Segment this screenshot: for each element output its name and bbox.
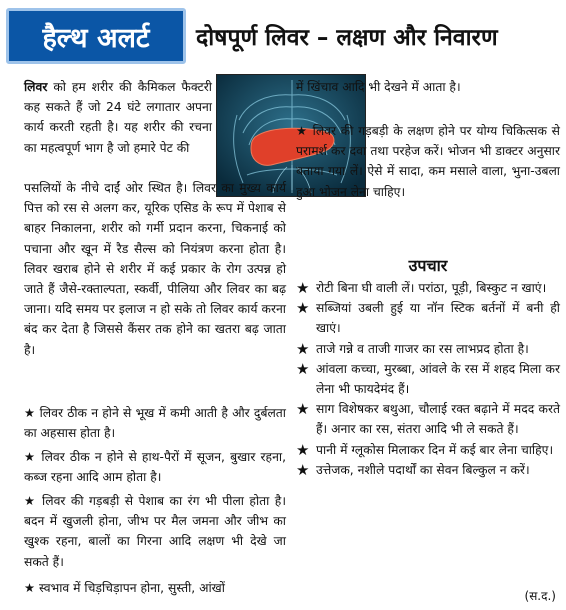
diagnosis-text: लिवर की गड़बड़ी के लक्षण होने पर योग्य चिकित्सक से परामर्श कर दवा तथा परहेज करें। भोजन भी डाक्टर अनुसार बताया गया लें। ऐसे में सादा, कम मसाले वाला, भुना-उबला हुआ भोजन लेना चाहिए।	[296, 124, 560, 199]
symptom-paragraph	[24, 447, 286, 487]
remedy-text: रोटी बिना घी वाली लें। परांठा, पूड़ी, बिस्कुट न खाएं।	[316, 281, 547, 295]
list-item	[296, 339, 560, 359]
author-signature: (स.द.)	[524, 589, 556, 603]
list-item	[296, 359, 560, 399]
symptom-paragraph	[24, 578, 286, 606]
star-icon: ★	[24, 494, 37, 508]
remedy-text: उत्तेजक, नशीले पदार्थों का सेवन बिल्कुल न करें।	[316, 462, 530, 477]
intro-top-text: को हम शरीर की कैमिकल फैक्टरी कह सकते हैं जो 24 घंटे लगातार अपना कार्य करती रहती है। यह शरीर की रचना का महत्वपूर्ण भाग है जो हमारे पेट की	[24, 80, 212, 155]
star-icon: ★	[24, 581, 36, 595]
list-item	[296, 440, 560, 460]
list-item	[296, 278, 560, 298]
continued-paragraph: में खिंचाव आदि भी देखने में आता है।	[296, 80, 461, 94]
symptom-text: लिवर की गड़बड़ी से पेशाब का रंग भी पीला होता है। बदन में खुजली होना, जीभ पर मैल जमना और जीभ का खुश्क रहना, बालों का गिरना आदि लक्षण भी देखे जा सकते हैं।	[24, 494, 286, 569]
star-icon: ★	[24, 450, 37, 464]
symptom-text: लिवर ठीक न होने से भूख में कमी आती है और दुर्बलता का अहसास होता है।	[24, 406, 286, 441]
star-icon: ★	[296, 359, 310, 378]
headline: दोषपूर्ण लिवर – लक्षण और निवारण	[196, 25, 498, 51]
star-icon: ★	[296, 400, 310, 419]
remedies-heading: उपचार	[408, 256, 448, 275]
star-icon: ★	[296, 339, 310, 358]
list-item	[296, 298, 560, 338]
remedy-text: साग विशेषकर बथुआ, चौलाई रक्त बढ़ाने में मदद करते हैं। अनार का रस, संतरा आदि भी ले सकते हैं।	[316, 402, 560, 437]
remedy-text: ताजे गन्ने व ताजी गाजर का रस लाभप्रद होता है।	[316, 341, 529, 356]
symptom-paragraph	[24, 403, 286, 443]
star-icon: ★	[296, 279, 310, 297]
list-item	[296, 460, 560, 480]
remedies-list	[296, 278, 560, 480]
article-header	[0, 0, 566, 72]
star-icon: ★	[296, 440, 310, 459]
remedy-text: आंवला कच्चा, मुरब्बा, आंवले के रस में शहद मिला कर लेना भी फायदेमंद हैं।	[316, 361, 560, 397]
star-icon: ★	[296, 124, 308, 138]
remedy-text: सब्जियां उबली हुई या नॉन स्टिक बर्तनों में बनी ही खाएं।	[316, 301, 560, 336]
symptom-text: लिवर ठीक न होने से हाथ-पैरों में सूजन, बुखार रहना, कब्ज रहना आदि आम होता है।	[24, 450, 286, 485]
intro-lead-word: लिवर	[24, 80, 48, 94]
section-tag: हैल्थ अलर्ट	[6, 8, 186, 64]
list-item	[296, 399, 560, 439]
remedy-text: पानी में ग्लूकोस मिलाकर दिन में कई बार लेना चाहिए।	[316, 442, 554, 457]
star-icon: ★	[296, 299, 310, 318]
symptom-paragraph	[24, 491, 286, 572]
intro-paragraph-top	[24, 77, 212, 158]
diagnosis-paragraph	[296, 121, 560, 202]
intro-paragraph-rest: पसलियों के नीचे दाईं ओर स्थित है। लिवर का मुख्य कार्य पित्त को रस से अलग कर, यूरिक एसिड के रूप में पेशाब से बाहर निकालना, शरीर को गर्मी प्रदान करना, चिकनाई को पचाना और खून में रैड सैल्स को नियंत्रण करना होता है। लिवर खराब होने से शरीर में कई प्रकार के रोग उत्पन्न हो जाते हैं जैसे-रक्ताल्पता, स्कर्वी, पीलिया और लिवर का बढ़ जाना। यदि समय पर इलाज न हो सके तो लिवर कार्य करना बंद कर देता है जिससे कैंसर तक होने का खतरा बढ़ जाता है।	[24, 181, 286, 357]
star-icon: ★	[24, 406, 36, 420]
symptom-text: स्वभाव में चिड़चिड़ापन होना, सुस्ती, आंखों	[38, 581, 225, 595]
star-icon: ★	[296, 460, 310, 479]
